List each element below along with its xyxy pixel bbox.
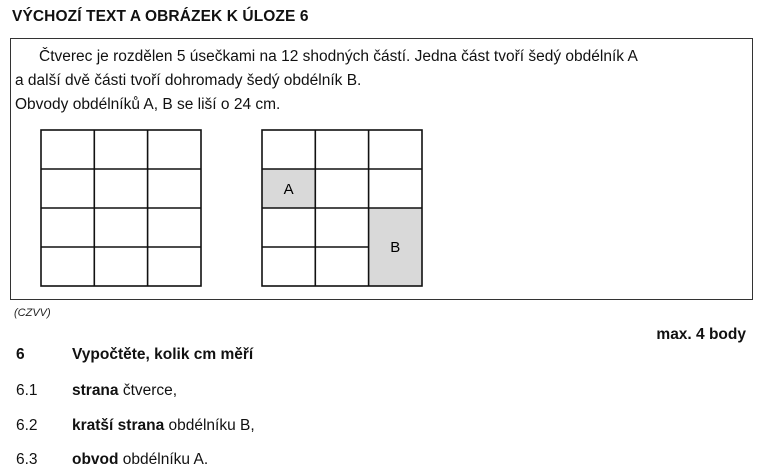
subtask-number: 6.3	[16, 451, 38, 468]
subtask-6-2	[16, 417, 255, 435]
intro-line-1: Čtverec je rozdělen 5 úsečkami na 12 shodných částí. Jedna část tvoří šedý obdélník A	[39, 48, 638, 65]
subtask-keyword: kratší strana	[72, 417, 165, 434]
source-note: (CZVV)	[14, 307, 51, 319]
subtask-number: 6.1	[16, 382, 38, 399]
label-b: B	[390, 239, 401, 256]
subtask-keyword: obvod	[72, 451, 119, 468]
intro-line-3: Obvody obdélníků A, B se liší o 24 cm.	[15, 96, 281, 113]
label-a: A	[283, 181, 294, 198]
subtask-number: 6.2	[16, 417, 38, 434]
max-points: max. 4 body	[656, 326, 746, 343]
subtask-text: obdélníku B,	[164, 417, 255, 434]
subtask-keyword: strana	[72, 382, 119, 399]
task-prompt	[16, 346, 253, 364]
subtask-text: obdélníku A.	[118, 451, 209, 468]
square-grid-left	[40, 129, 202, 287]
section-heading: VÝCHOZÍ TEXT A OBRÁZEK K ÚLOZE 6	[12, 8, 309, 25]
square-grid-right	[261, 129, 423, 287]
subtask-text: čtverce,	[118, 382, 178, 399]
intro-text	[15, 45, 638, 117]
task-prompt-text: Vypočtěte, kolik cm měří	[72, 346, 254, 363]
subtask-6-1	[16, 382, 177, 400]
task-number: 6	[16, 346, 25, 363]
subtask-6-3	[16, 451, 208, 469]
problem-box	[10, 38, 753, 300]
intro-line-2: a další dvě části tvoří dohromady šedý obdélník B.	[15, 72, 362, 89]
